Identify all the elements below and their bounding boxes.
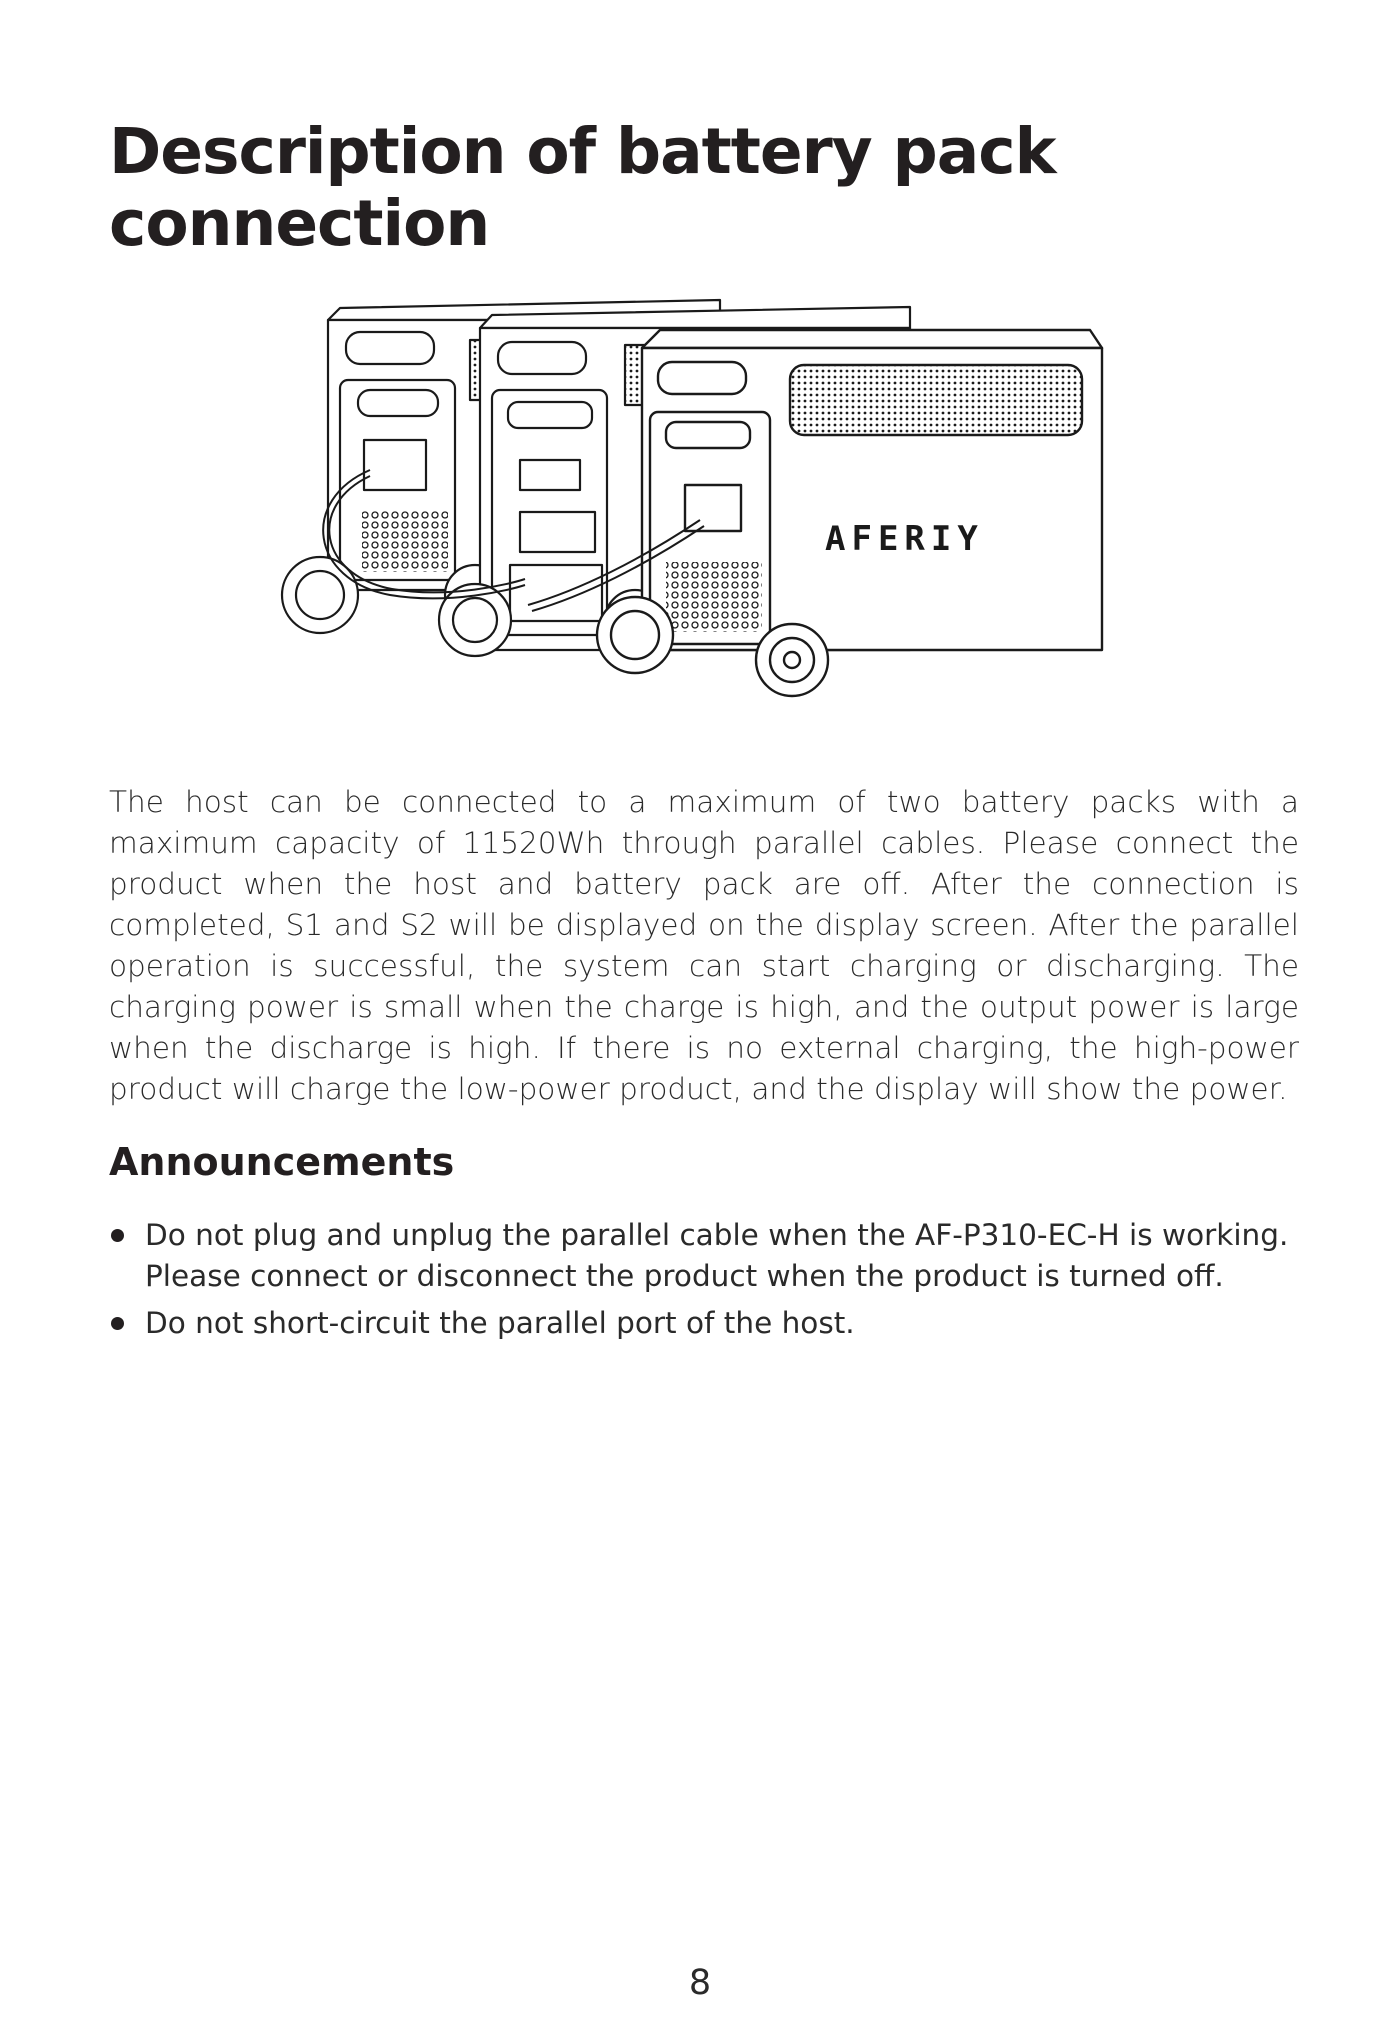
battery-pack-connection-illustration	[280, 290, 1120, 730]
page-number: 8	[688, 1963, 712, 2003]
announcement-text: Do not plug and unplug the parallel cable when the AF-P310-EC-H is working. Please connect or disconnect the product when the product is turned off.	[145, 1218, 1289, 1293]
battery-pack-unit-front	[597, 330, 1102, 696]
announcement-text: Do not short-circuit the parallel port of the host.	[145, 1306, 855, 1340]
announcements-list	[109, 1215, 1309, 1350]
description-paragraph: The host can be connected to a maximum of two battery packs with a maximum capacity of 11520Wh through parallel cables. Please connect the product when the host and battery pack are off. After the connection is completed, S1 and S2 will be displayed on the display screen. After the parallel operation is successful, the system can start charging or discharging. The charging power is small when the charge is high, and the output power is large when the discharge is high. If there is no external charging, the high-power product will charge the low-power product, and the display will show the power.	[109, 785, 1299, 1106]
page-title: Description of battery pack connection	[109, 115, 1056, 261]
list-item	[109, 1215, 1309, 1297]
list-item	[109, 1303, 1309, 1344]
announcements-heading: Announcements	[109, 1140, 455, 1184]
brand-logo: AFERIY	[825, 519, 984, 559]
bullet-icon	[111, 1229, 124, 1242]
bullet-icon	[111, 1317, 124, 1330]
